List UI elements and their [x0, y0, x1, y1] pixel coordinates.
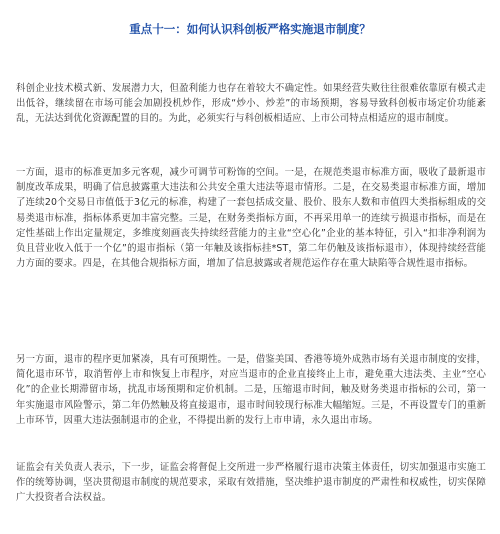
article-paragraph-2: 一方面，退市的标准更加多元客观，减少可调节可粉饰的空间。一是，在规范类退市标准方面，吸收了最新退市制度改革成果，明确了信息披露重大违法和公共安全重大违法等退市情形。二是，在交易类退市标准方面，增加了连续20个交易日市值低于3亿元的标准，构建了一套包括成交量、股价、股东人数和市值四大类指标组成的交易类退市标准，指标体系更加丰富完整。三是，在财务类指标方面，不再采用单一的连续亏损退市指标，而是在定性基础上作出定量规定，多维度刻画丧失持续经营能力的主业“空心化”企业的基本特征，引入“扣非净利润为负且营业收入低于一个亿”的退市指标（第一年触及该指标挂*ST，第二年仍触及该指标退市），体现持续经营能力方面的要求。四是，在其他合规指标方面，增加了信息披露或者规范运作存在重大缺陷等合规性退市指标。: [16, 167, 486, 270]
article-title: 重点十一：如何认识科创板严格实施退市制度？: [129, 22, 371, 36]
article-paragraph-1: 科创企业技术模式新、发展潜力大，但盈利能力也存在着较大不确定性。如果经营失败往往很难依靠原有模式走出低谷，继续留在市场可能会加剧投机炒作，形成“炒小、炒差”的市场预期，容易导致科创板市场定价功能紊乱，无法达到优化资源配置的目的。为此，必须实行与科创板相适应、上市公司特点相适应的退市制度。: [16, 83, 486, 125]
article-paragraph-4: 证监会有关负责人表示，下一步，证监会将督促上交所进一步严格履行退市决策主体责任，切实加强退市实施工作的统筹协调，坚决贯彻退市制度的规范要求，采取有效措施，坚决维护退市制度的严肃性和权威性，切实保障广大投资者合法权益。: [16, 462, 486, 504]
article-paragraph-3: 另一方面，退市的程序更加紧凑，具有可预期性。一是，借鉴美国、香港等境外成熟市场有关退市制度的安排，简化退市环节，取消暂停上市和恢复上市程序，对应当退市的企业直接终止上市，避免重大违法类、主业“空心化”的企业长期滞留市场，扰乱市场预期和定价机制。二是，压缩退市时间，触及财务类退市指标的公司，第一年实施退市风险警示，第二年仍然触及将直接退市，退市时间较现行标准大幅缩短。三是，不再设置专门的重新上市环节，因重大违法强制退市的企业，不得提出新的发行上市申请，永久退出市场。: [16, 354, 486, 426]
